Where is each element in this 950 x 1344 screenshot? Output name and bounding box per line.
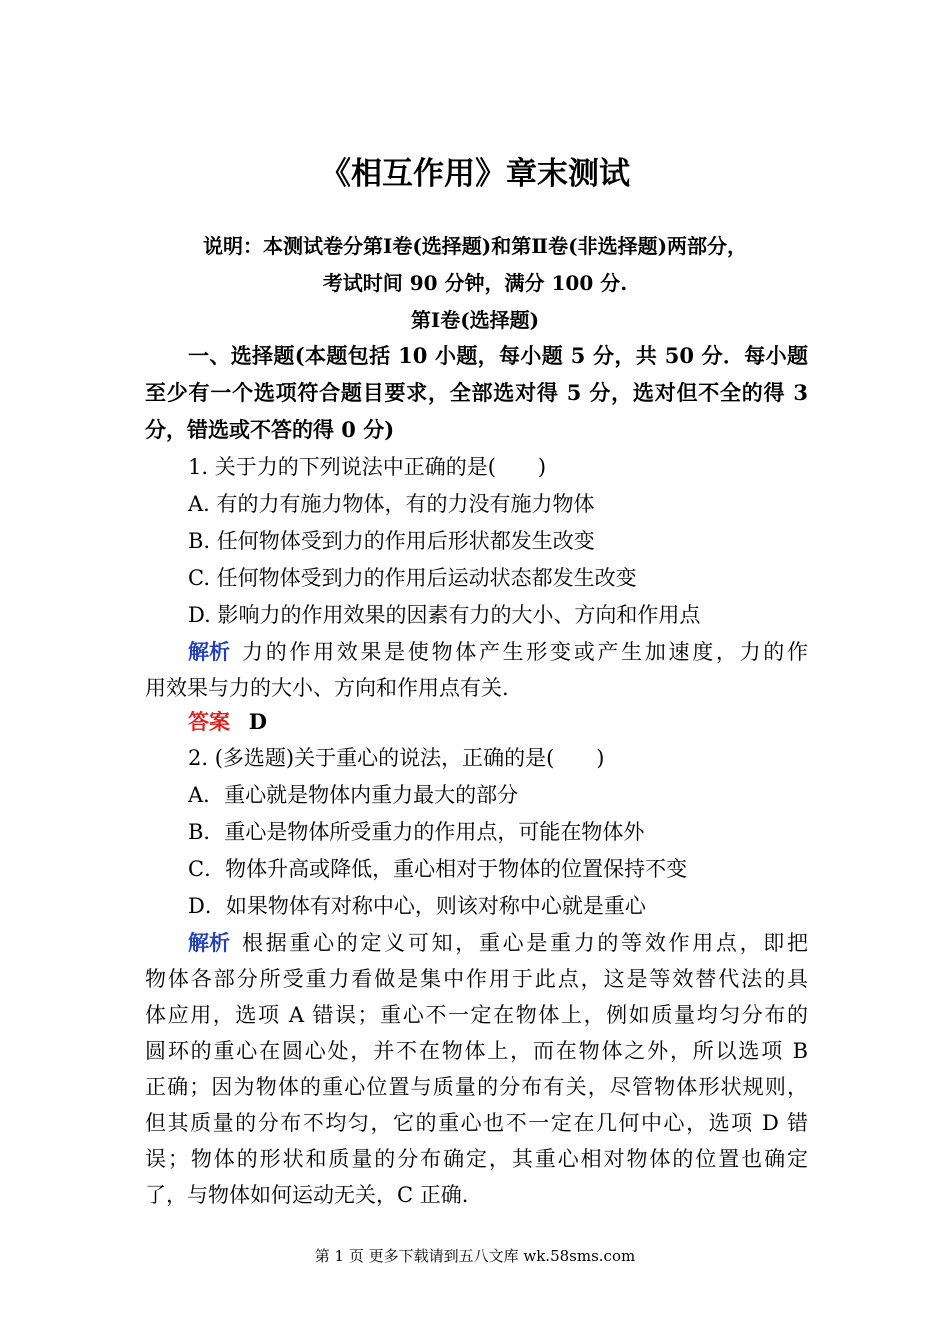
answer-value: D	[248, 709, 267, 734]
question-1-stem: 1. 关于力的下列说法中正确的是( )	[188, 455, 547, 479]
analysis-text: 力的作用效果是使物体产生形变或产生加速度，力的作	[242, 640, 808, 664]
question-2-analysis-line-5: 正确；因为物体的重心位置与质量的分布有关，尽管物体形状规则，	[145, 1075, 808, 1099]
question-1-option-c: C. 任何物体受到力的作用后运动状态都发生改变	[188, 566, 637, 590]
analysis-label: 解析	[188, 931, 230, 955]
question-1-analysis-line-1	[188, 636, 808, 666]
question-2-option-d: D．如果物体有对称中心，则该对称中心就是重心	[188, 894, 646, 918]
question-2-stem: 2. (多选题)关于重心的说法，正确的是( )	[188, 746, 605, 770]
question-2-analysis-line-2: 物体各部分所受重力看做是集中作用于此点，这是等效替代法的具	[145, 967, 808, 991]
section-heading: 第Ⅰ卷(选择题)	[410, 308, 540, 332]
question-1-analysis-line-2: 用效果与力的大小、方向和作用点有关.	[145, 676, 509, 700]
question-2-option-c: C．物体升高或降低，重心相对于物体的位置保持不变	[188, 857, 688, 881]
page-footer: 第 1 页 更多下载请到五八文库 wk.58sms.com	[314, 1247, 636, 1265]
question-1-option-a: A. 有的力有施力物体，有的力没有施力物体	[188, 492, 595, 516]
question-2-option-a: A．重心就是物体内重力最大的部分	[188, 783, 519, 807]
analysis-label: 解析	[188, 640, 230, 664]
analysis-text: 根据重心的定义可知，重心是重力的等效作用点，即把	[242, 931, 808, 955]
answer-label: 答案	[188, 710, 230, 734]
question-1-option-b: B. 任何物体受到力的作用后形状都发生改变	[188, 529, 595, 553]
question-2-option-b: B．重心是物体所受重力的作用点，可能在物体外	[188, 820, 645, 844]
instructions-line-1: 一、选择题(本题包括 10 小题，每小题 5 分，共 50 分．每小题	[188, 343, 808, 368]
question-1-answer	[188, 706, 267, 736]
instructions-line-2: 至少有一个选项符合题目要求，全部选对得 5 分，选对但不全的得 3	[145, 380, 808, 405]
question-1-option-d: D. 影响力的作用效果的因素有力的大小、方向和作用点	[188, 603, 701, 627]
page-title: 《相互作用》章末测试	[320, 156, 630, 192]
exam-note-line-2: 考试时间 90 分钟，满分 100 分.	[322, 271, 628, 295]
question-2-analysis-line-8: 了，与物体如何运动无关，C 正确.	[145, 1183, 469, 1207]
question-2-analysis-line-7: 误；物体的形状和质量的分布确定，其重心相对物体的位置也确定	[145, 1147, 808, 1171]
question-2-analysis-line-4: 圆环的重心在圆心处，并不在物体上，而在物体之外，所以选项 B	[145, 1039, 808, 1063]
question-2-analysis-line-3: 体应用，选项 A 错误；重心不一定在物体上，例如质量均匀分布的	[145, 1003, 808, 1027]
exam-note-line-1: 说明：本测试卷分第Ⅰ卷(选择题)和第Ⅱ卷(非选择题)两部分，	[202, 234, 748, 258]
question-2-analysis-line-1	[188, 927, 808, 957]
question-2-analysis-line-6: 但其质量的分布不均匀，它的重心也不一定在几何中心，选项 D 错	[145, 1111, 808, 1135]
instructions-line-3: 分，错选或不答的得 0 分)	[145, 417, 395, 442]
